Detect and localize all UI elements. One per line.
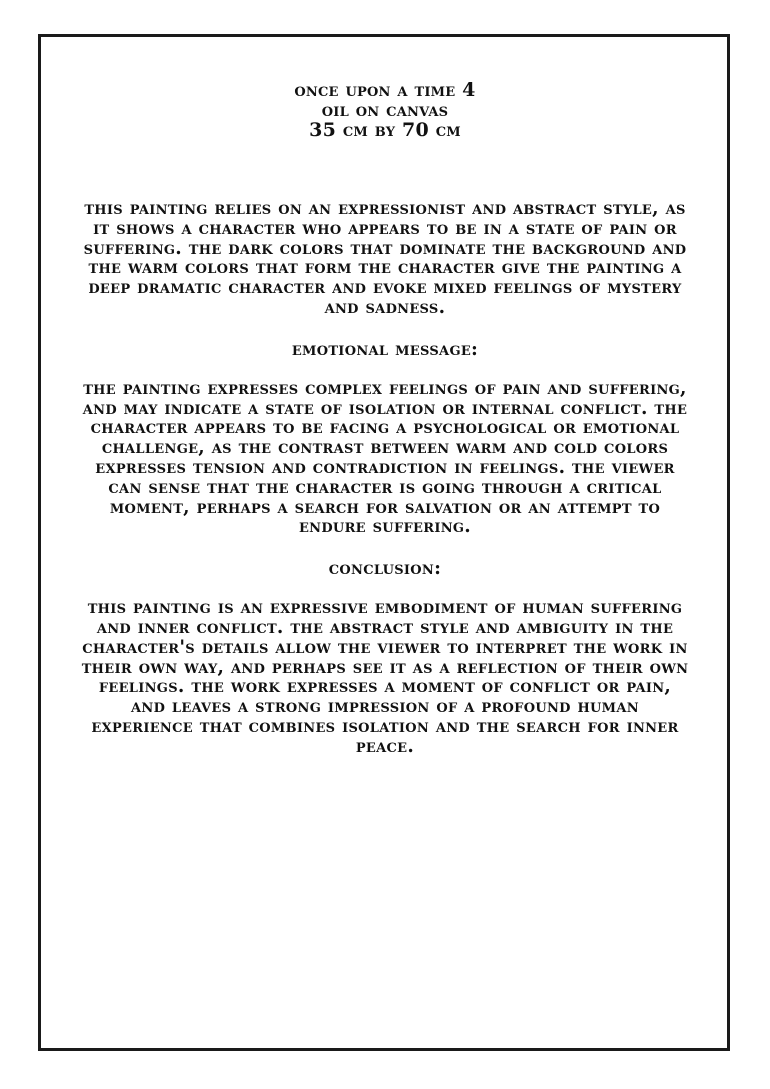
conclusion-paragraph: this painting is an expressive embodiment of human suffering and inner conflict. the abstract style and ambiguity in the character's details allow the viewer to interpret the work in their own way, and perhaps see it as a reflection of their own feelings. the work expresses a moment of conflict or pain, and leaves a strong impression of a profound human experience that combines isolation and the search for inner peace. bbox=[81, 597, 689, 757]
artwork-title: once upon a time 4 bbox=[294, 79, 476, 101]
artwork-header bbox=[80, 80, 690, 140]
emotional-message-title: emotional message: bbox=[291, 338, 479, 360]
emotional-message-paragraph: the painting expresses complex feelings of pain and suffering, and may indicate a state of isolation or internal conflict. the character appears to be facing a psychological or emotional challenge, as the contrast between warm and cold colors expresses tension and contradiction in feelings. the viewer can sense that the character is going through a critical moment, perhaps a search for salvation or an attempt to endure suffering. bbox=[82, 377, 688, 538]
description-paragraph: this painting relies on an expressionist and abstract style, as it shows a character who appears to be in a state of pain or suffering. the dark colors that dominate the background and the warm colors that form the character give the painting a deep dramatic character and evoke mixed feelings of mystery and sadness. bbox=[83, 198, 687, 318]
artwork-dimensions: 35 cm by 70 cm bbox=[309, 119, 461, 141]
conclusion-title: conclusion: bbox=[328, 558, 442, 580]
artwork-medium: oil on canvas bbox=[321, 99, 449, 121]
artwork-description bbox=[80, 80, 690, 757]
